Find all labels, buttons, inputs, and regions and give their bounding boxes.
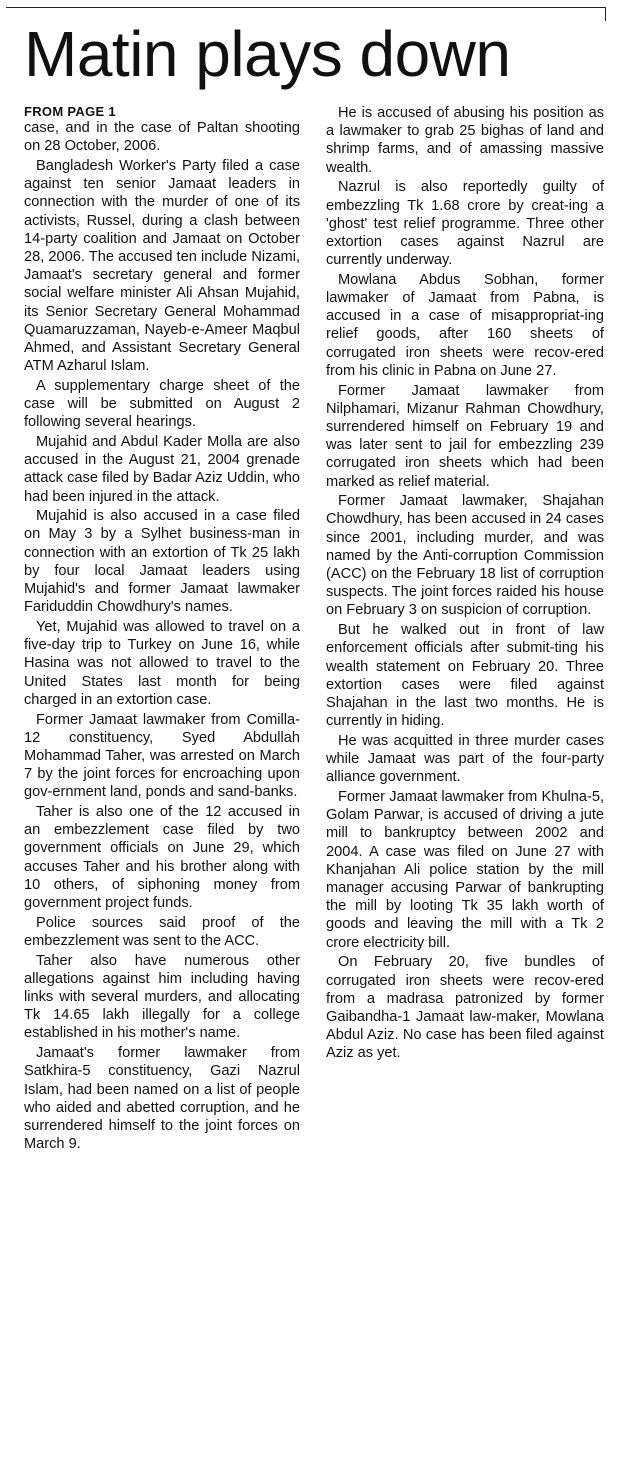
paragraph: A supplementary charge sheet of the case will be submitted on August 2 following several hearings.: [24, 377, 300, 431]
paragraph: Yet, Mujahid was allowed to travel on a five-day trip to Turkey on June 16, while Hasina was not allowed to travel to the United States last month for being charged in an extortion case.: [24, 618, 300, 708]
paragraph: Former Jamaat lawmaker, Shajahan Chowdhury, has been accused in 24 cases since 2001, including murder, and was named by the Anti-corruption Commission (ACC) on the February 18 list of corruption suspects. The joint forces raided his house on February 3 on suspicion of corruption.: [326, 493, 604, 619]
article-column-right: [326, 104, 604, 1064]
corner-border-rule: [605, 7, 606, 21]
paragraph: case, and in the case of Paltan shooting on 28 October, 2006.: [24, 120, 300, 155]
paragraph: Former Jamaat lawmaker from Comilla-12 constituency, Syed Abdullah Mohammad Taher, was arrested on March 7 by the joint forces for encroaching upon gov-ernment land, ponds and sand-banks.: [24, 711, 300, 801]
paragraph: He is accused of abusing his position as a lawmaker to grab 25 bighas of land and shrimp farms, and of amassing massive wealth.: [326, 105, 604, 176]
paragraph: He was acquitted in three murder cases while Jamaat was part of the four-party alliance government.: [326, 732, 604, 786]
paragraph: Taher also have numerous other allegations against him including having links with several murders, and allocating Tk 14.65 lakh illegally for a college established in his mother's name.: [24, 952, 300, 1042]
paragraph: On February 20, five bundles of corrugated iron sheets were recov-ered from a madrasa patronized by former Gaibandha-1 Jamaat law-maker, Mowlana Abdul Aziz. No case has been filed against Aziz as yet.: [326, 954, 604, 1062]
paragraph: But he walked out in front of law enforcement officials after submit-ting his wealth statement on February 20. Three extortion cases were filed against Shajahan in the last two months. He is currently in hiding.: [326, 622, 604, 730]
kicker-from-page: FROM PAGE 1: [24, 104, 116, 119]
top-border-rule: [6, 7, 606, 8]
paragraph: Mujahid and Abdul Kader Molla are also accused in the August 21, 2004 grenade attack case filed by Badar Aziz Uddin, who had been injured in the attack.: [24, 433, 300, 505]
headline: Matin plays down: [24, 18, 511, 90]
paragraph: Former Jamaat lawmaker from Khulna-5, Golam Parwar, is accused of driving a jute mill to bankruptcy between 2002 and 2004. A case was filed on June 27 with Khanjahan Ali police station by the mill manager accusing Parwar of bankrupting the mill by looting Tk 35 lakh worth of goods and leaving the mill with a Tk 2 crore electricity bill.: [326, 789, 604, 951]
paragraph: Bangladesh Worker's Party filed a case against ten senior Jamaat leaders in connection with the murder of one of its activists, Russel, during a clash between 14-party coalition and Jamaat on October 28, 2006. The accused ten include Nizami, Jamaat's secretary general and former social welfare minister Ali Ahsan Mujahid, its Senior Secretary General Mohammad Quamaruzzaman, Nayeb-e-Ameer Maqbul Ahmed, and Assistant Secretary General ATM Azharul Islam.: [24, 157, 300, 375]
paragraph: Former Jamaat lawmaker from Nilphamari, Mizanur Rahman Chowdhury, surrendered himself on February 19 and was later sent to jail for embezzling 239 corrugated iron sheets which had been marked as relief material.: [326, 382, 604, 490]
paragraph: Nazrul is also reportedly guilty of embezzling Tk 1.68 crore by creat-ing a 'ghost' test relief programme. Three other extortion cases against Nazrul are currently underway.: [326, 179, 604, 269]
paragraph: Mujahid is also accused in a case filed on May 3 by a Sylhet business-man in connection with an extortion of Tk 25 lakh by four local Jamaat leaders using Mujahid's and former Jamaat lawmaker Fariduddin Chowdhury's names.: [24, 508, 300, 616]
paragraph: Mowlana Abdus Sobhan, former lawmaker of Jamaat from Pabna, is accused in a case of misappropriat-ing relief goods, after 160 sheets of corrugated iron sheets were recov-ered from his clinic in Pabna on June 27.: [326, 271, 604, 379]
paragraph: Taher is also one of the 12 accused in an embezzlement case filed by two government officials on June 29, which accuses Taher and his brother along with 10 others, of siphoning money from government project funds.: [24, 804, 300, 912]
article-column-left: [24, 104, 300, 1155]
paragraph: Police sources said proof of the embezzlement was sent to the ACC.: [24, 914, 300, 949]
paragraph: Jamaat's former lawmaker from Satkhira-5 constituency, Gazi Nazrul Islam, had been named on a list of people who aided and abetted corruption, and he surrendered himself to the joint forces on March 9.: [24, 1045, 300, 1153]
